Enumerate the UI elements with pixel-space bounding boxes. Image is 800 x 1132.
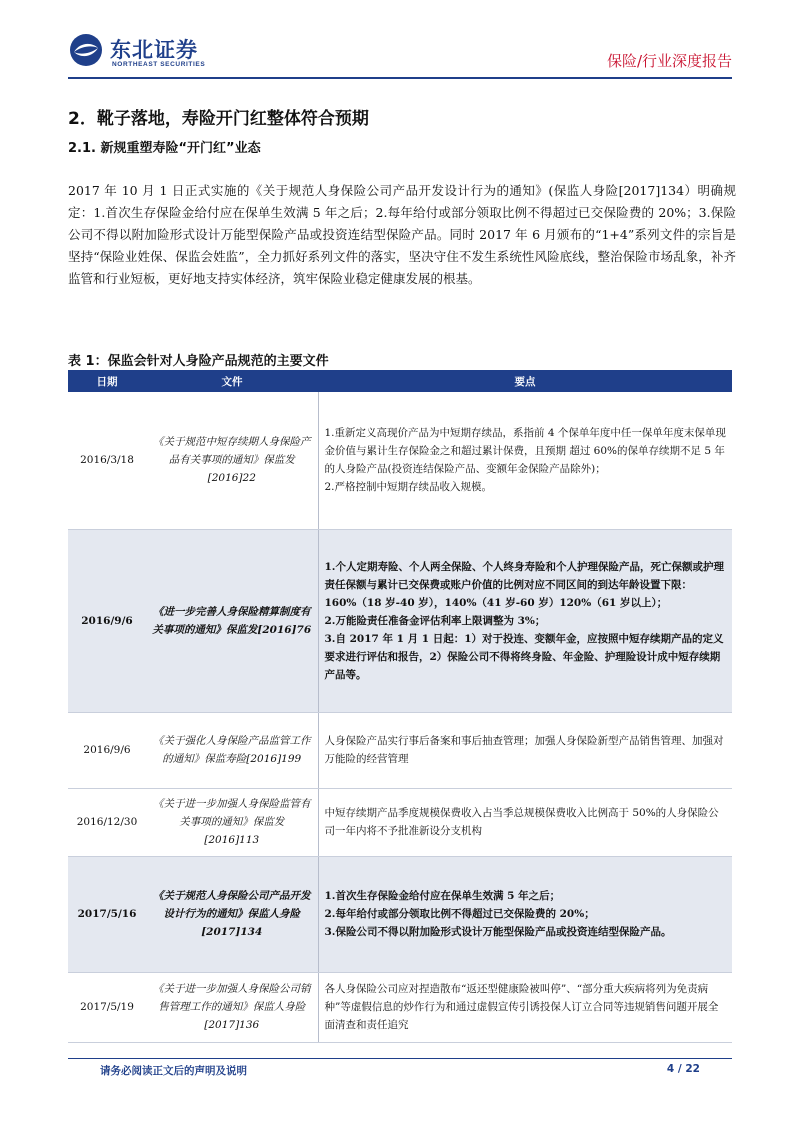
- report-type-label: 保险/行业深度报告: [606, 52, 732, 70]
- row-key-points: [318, 529, 732, 712]
- table-row: [68, 712, 732, 788]
- column-header-key-points: 要点: [318, 370, 732, 392]
- key-point: 3.保险公司不得以附加险形式设计万能型保险产品或投资连结型保险产品。: [324, 926, 672, 938]
- key-point: 1.重新定义高现价产品为中短期存续品，系指前 4 个保单年度中任一保单年度末保单现金价值与累计生存保险金之和超过累计保费，且预期 超过 60%的保单存续期不足 5 年的人身险产品(投资连结保险产品、变额年金保险产品除外)；: [324, 427, 726, 476]
- row-key-points: [318, 972, 732, 1042]
- key-point: 人身保险产品实行事后备案和事后抽查管理；加强人身保险新型产品销售管理、加强对万能险的经营管理: [324, 735, 724, 765]
- key-point: 各人身保险公司应对捏造散布“返还型健康险被叫停”、“部分重大疾病将列为免责病种”等虚假信息的炒作行为和通过虚假宣传引诱投保人订立合同等违规销售问题开展全面清查和责任追究: [324, 983, 719, 1031]
- section-title: 2．靴子落地，寿险开门红整体符合预期: [68, 109, 369, 129]
- row-date: 2016/9/6: [68, 712, 146, 788]
- page-number: 4 / 22: [666, 1063, 700, 1075]
- row-document: 《关于强化人身保险产品监管工作的通知》保监寿险[2016]199: [146, 712, 318, 788]
- northeast-securities-logo-icon: [68, 32, 104, 68]
- key-point: 2.严格控制中短期存续品收入规模。: [324, 481, 493, 494]
- footer-divider: [68, 1058, 732, 1059]
- key-point: 2.万能险责任准备金评估利率上限调整为 3%；: [324, 614, 546, 627]
- table-row: [68, 788, 732, 856]
- body-paragraph: 2017 年 10 月 1 日正式实施的《关于规范人身保险公司产品开发设计行为的通知》(保监人身险[2017]134）明确规定：1.首次生存保险金给付应在保单生效满 5 年之后；2.每年给付或部分领取比例不得超过已交保险费的 20%；3.保险公司不得以附加险形式设计万能型保险产品或投资连结型保险产品。同时 2017 年 6 月颁布的“1+4”系列文件的宗旨是坚持“保险业姓保、保监会姓监”，全力抓好系列文件的落实，坚决守住不发生系统性风险底线，整治保险市场乱象，补齐监管和行业短板，更好地支持实体经济，筑牢保险业稳定健康发展的根基。: [68, 183, 736, 286]
- subsection-title: 2.1. 新规重塑寿险“开门红”业态: [68, 141, 261, 156]
- row-key-points: [318, 856, 732, 972]
- table-row: [68, 972, 732, 1042]
- key-point: 2.每年给付或部分领取比例不得超过已交保险费的 20%；: [324, 908, 595, 920]
- row-key-points: [318, 392, 732, 529]
- key-point: 中短存续期产品季度规模保费收入占当季总规模保费收入比例高于 50%的人身保险公司一年内将不予批准新设分支机构: [324, 807, 719, 837]
- column-header-document: 文件: [146, 370, 318, 392]
- row-date: 2017/5/19: [68, 972, 146, 1042]
- brand-name-en: NORTHEAST SECURITIES: [112, 61, 206, 68]
- table-header-row: [68, 370, 732, 392]
- row-key-points: [318, 712, 732, 788]
- row-document: 《关于规范中短存续期人身保险产品有关事项的通知》保监发[2016]22: [146, 392, 318, 529]
- row-date: 2016/9/6: [68, 529, 146, 712]
- table-row: [68, 529, 732, 712]
- row-key-points: [318, 788, 732, 856]
- row-document: 《进一步完善人身保险精算制度有关事项的通知》保监发[2016]76: [146, 529, 318, 712]
- row-date: 2016/3/18: [68, 392, 146, 529]
- brand-name-cn: 东北证券: [110, 38, 198, 62]
- page-header: [0, 0, 800, 80]
- key-point: 3.自 2017 年 1 月 1 日起：1）对于投连、变额年金，应按照中短存续期产品的定义要求进行评估和报告，2）保险公司不得将终身险、年金险、护理险设计成中短存续期产品等。: [324, 632, 724, 681]
- table-title: 表 1：保监会针对人身险产品规范的主要文件: [68, 354, 329, 369]
- table-row: [68, 392, 732, 529]
- key-point: 1.个人定期寿险、个人两全保险、个人终身寿险和个人护理保险产品，死亡保额或护理责任保额与累计已交保费或账户价值的比例对应不同区间的到达年龄设置下限：160%（18 岁-40 岁），140%（41 岁-60 岁）120%（61 岁以上）；: [324, 560, 724, 609]
- row-document: 《关于进一步加强人身保险监管有关事项的通知》保监发[2016]113: [146, 788, 318, 856]
- policy-table: [68, 370, 732, 1043]
- row-date: 2016/12/30: [68, 788, 146, 856]
- row-document: 《关于进一步加强人身保险公司销售管理工作的通知》保监人身险[2017]136: [146, 972, 318, 1042]
- key-point: 1.首次生存保险金给付应在保单生效满 5 年之后；: [324, 890, 561, 902]
- disclaimer-note: 请务必阅读正文后的声明及说明: [100, 1065, 247, 1077]
- table-row: [68, 856, 732, 972]
- row-date: 2017/5/16: [68, 856, 146, 972]
- header-divider: [68, 77, 732, 79]
- column-header-date: 日期: [68, 370, 146, 392]
- row-document: 《关于规范人身保险公司产品开发设计行为的通知》保监人身险[2017]134: [146, 856, 318, 972]
